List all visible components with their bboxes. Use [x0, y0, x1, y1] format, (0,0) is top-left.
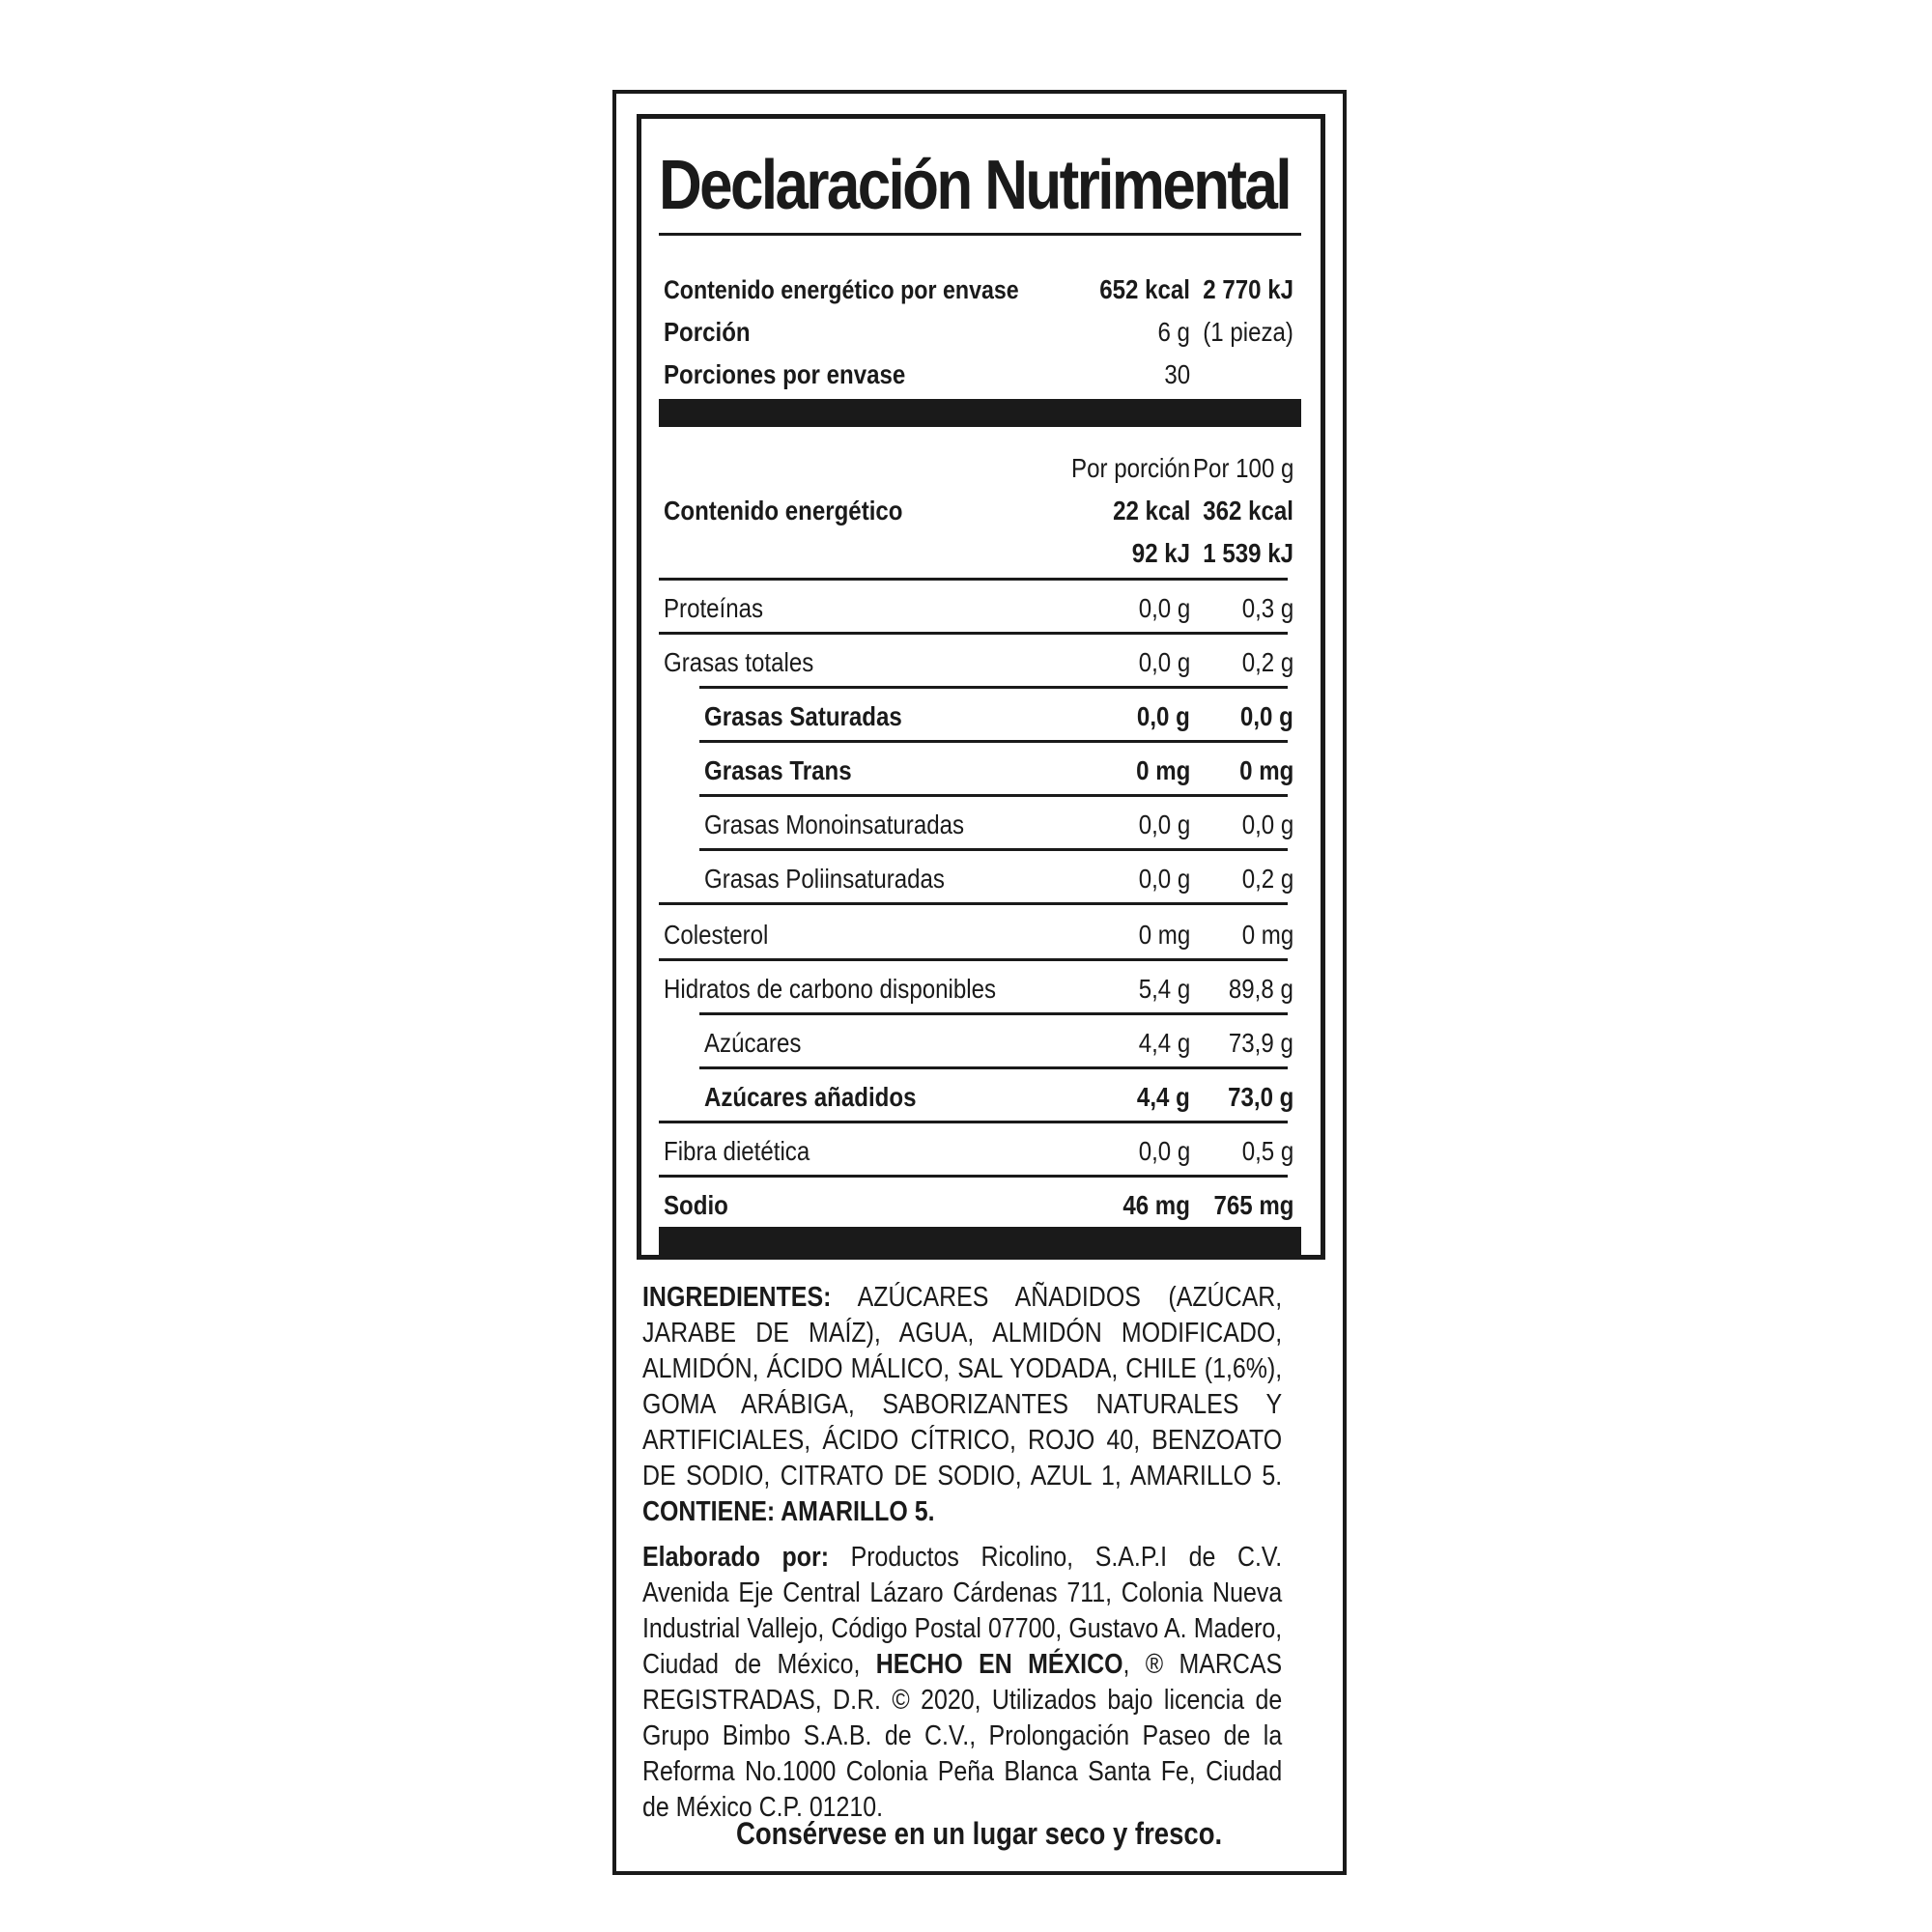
- portions-per-package-label: Porciones por envase: [664, 359, 906, 389]
- ingredients-list: AZÚCARES AÑADIDOS (AZÚCAR, JARABE DE MAÍZ), AGUA, ALMIDÓN MODIFICADO, ALMIDÓN, ÁCIDO MÁLICO, SAL YODADA, CHILE (1,6%), GOMA ARÁBIGA, SABORIZANTES NATURALES Y ARTIFICIALES, ÁCIDO CÍTRICO, ROJO 40, BENZOATO DE SODIO, CITRATO DE SODIO, AZUL 1, AMARILLO 5.: [642, 1282, 1283, 1492]
- title-divider: [659, 233, 1301, 236]
- thick-divider: [659, 399, 1301, 427]
- ingredients-heading: INGREDIENTES:: [642, 1282, 832, 1313]
- nutrient-100g-grasas-monoinsaturadas: 0,0 g: [1241, 810, 1293, 839]
- nutrient-100g-proteinas: 0,3 g: [1241, 593, 1293, 623]
- row-divider: [699, 1012, 1288, 1015]
- nutrient-label-azucares: Azúcares: [704, 1028, 802, 1058]
- thick-divider: [659, 1227, 1301, 1255]
- nutrient-portion-colesterol: 0 mg: [1138, 920, 1190, 950]
- row-divider: [699, 848, 1288, 851]
- nutrient-portion-sodio: 46 mg: [1122, 1190, 1190, 1220]
- ingredients-contains: CONTIENE: AMARILLO 5.: [642, 1496, 935, 1527]
- row-divider: [659, 632, 1288, 635]
- nutrient-portion-azucares: 4,4 g: [1138, 1028, 1190, 1058]
- row-divider: [699, 686, 1288, 689]
- row-divider: [699, 1066, 1288, 1069]
- nutrient-label-sodio: Sodio: [664, 1190, 728, 1220]
- energy-per-package-label: Contenido energético por envase: [664, 275, 1019, 304]
- nutrient-label-grasas-trans: Grasas Trans: [704, 755, 852, 785]
- storage-instructions: [616, 1814, 1343, 1853]
- trademark-notice: , ® MARCAS REGISTRADAS, D.R. © 2020, Utilizados bajo licencia de Grupo Bimbo S.A.B. de C.V., Prolongación Paseo de la Reforma No.1000 Colonia Peña Blanca Santa Fe, Ciudad de México C.P. 01210.: [642, 1649, 1283, 1823]
- nutrient-label-grasas-monoinsaturadas: Grasas Monoinsaturadas: [704, 810, 965, 839]
- nutrient-100g-grasas-totales: 0,2 g: [1241, 647, 1293, 677]
- energy-label: Contenido energético: [664, 496, 903, 526]
- portions-per-package-amount: 30: [1164, 359, 1190, 389]
- nutrient-100g-azucares: 73,9 g: [1229, 1028, 1293, 1058]
- portion-label: Porción: [664, 317, 751, 347]
- nutrient-label-hidratos: Hidratos de carbono disponibles: [664, 974, 997, 1004]
- energy-per-package-kj: 2 770 kJ: [1203, 274, 1293, 304]
- storage-text: Consérvese en un lugar seco y fresco.: [736, 1816, 1223, 1851]
- nutrient-100g-colesterol: 0 mg: [1241, 920, 1293, 950]
- ingredients-text: [642, 1280, 1282, 1530]
- nutrient-portion-grasas-poliinsaturadas: 0,0 g: [1138, 864, 1190, 894]
- portion-amount: 6 g: [1157, 317, 1190, 347]
- column-per-portion: Por porción: [1070, 453, 1190, 483]
- nutrient-portion-grasas-saturadas: 0,0 g: [1137, 701, 1190, 731]
- nutrient-100g-azucares-anadidos: 73,0 g: [1227, 1082, 1293, 1112]
- nutrient-100g-grasas-saturadas: 0,0 g: [1240, 701, 1293, 731]
- nutrient-label-fibra: Fibra dietética: [664, 1136, 810, 1166]
- manufacturer-address: Productos Ricolino, S.A.P.I de C.V. Avenida Eje Central Lázaro Cárdenas 711, Colonia Nueva Industrial Vallejo, Código Postal 07700, Gustavo A. Madero, Ciudad de México,: [642, 1542, 1283, 1680]
- energy-per-package-kcal: 652 kcal: [1099, 274, 1190, 304]
- nutrient-portion-azucares-anadidos: 4,4 g: [1137, 1082, 1190, 1112]
- column-per-100g: Por 100 g: [1192, 453, 1293, 483]
- nutrition-label-box: [612, 90, 1347, 1875]
- nutrient-label-colesterol: Colesterol: [664, 920, 769, 950]
- nutrient-portion-grasas-monoinsaturadas: 0,0 g: [1138, 810, 1190, 839]
- row-divider: [659, 578, 1288, 581]
- energy-portion-kcal: 22 kcal: [1112, 496, 1190, 526]
- nutrient-label-grasas-saturadas: Grasas Saturadas: [704, 701, 902, 731]
- nutrient-100g-sodio: 765 mg: [1213, 1190, 1293, 1220]
- panel-title: Declaración Nutrimental: [659, 147, 1290, 224]
- nutrient-portion-hidratos: 5,4 g: [1138, 974, 1190, 1004]
- energy-portion-kj: 92 kJ: [1131, 538, 1190, 568]
- row-divider: [699, 740, 1288, 743]
- row-divider: [659, 1121, 1288, 1123]
- nutrient-portion-grasas-trans: 0 mg: [1135, 755, 1190, 785]
- row-divider: [699, 794, 1288, 797]
- energy-100g-kcal: 362 kcal: [1203, 496, 1293, 526]
- nutrient-100g-fibra: 0,5 g: [1241, 1136, 1293, 1166]
- nutrient-100g-hidratos: 89,8 g: [1229, 974, 1293, 1004]
- portion-unit: (1 pieza): [1203, 317, 1293, 347]
- nutrient-label-proteinas: Proteínas: [664, 593, 764, 623]
- nutrient-label-grasas-poliinsaturadas: Grasas Poliinsaturadas: [704, 864, 945, 894]
- manufacturer-heading: Elaborado por:: [642, 1542, 830, 1573]
- nutrient-portion-proteinas: 0,0 g: [1138, 593, 1190, 623]
- nutrient-portion-fibra: 0,0 g: [1138, 1136, 1190, 1166]
- nutrient-label-azucares-anadidos: Azúcares añadidos: [704, 1082, 917, 1112]
- manufacturer-text: [642, 1540, 1282, 1826]
- nutrient-portion-grasas-totales: 0,0 g: [1138, 647, 1190, 677]
- nutrition-facts-panel: [637, 114, 1325, 1260]
- row-divider: [659, 958, 1288, 961]
- energy-100g-kj: 1 539 kJ: [1203, 538, 1293, 568]
- nutrient-100g-grasas-poliinsaturadas: 0,2 g: [1241, 864, 1293, 894]
- row-divider: [659, 902, 1288, 905]
- nutrient-label-grasas-totales: Grasas totales: [664, 647, 814, 677]
- nutrient-100g-grasas-trans: 0 mg: [1238, 755, 1293, 785]
- made-in-mexico: HECHO EN MÉXICO: [875, 1649, 1123, 1680]
- row-divider: [659, 1175, 1288, 1178]
